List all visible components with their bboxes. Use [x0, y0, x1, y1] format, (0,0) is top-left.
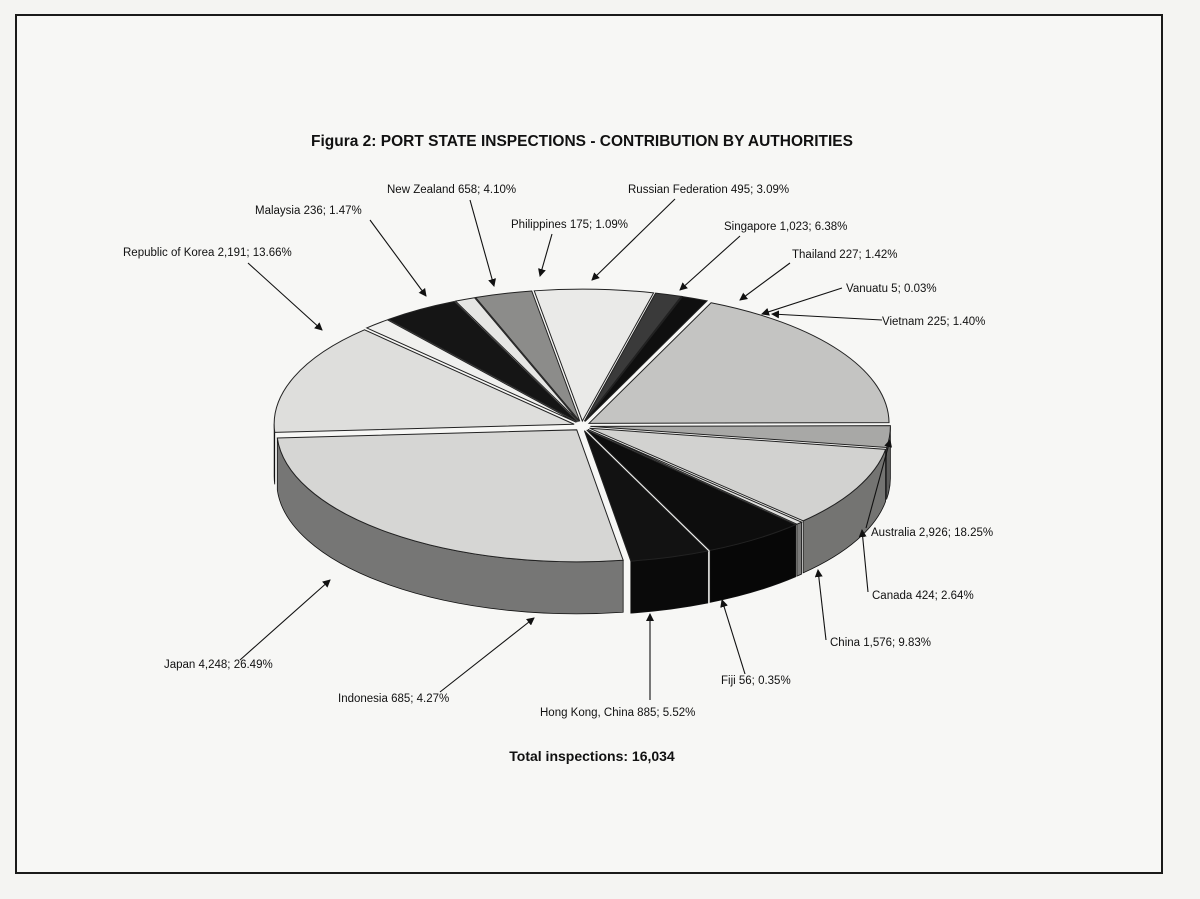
leader-canada — [862, 530, 868, 592]
leader-thailand — [740, 263, 790, 300]
label-new-zealand: New Zealand 658; 4.10% — [387, 184, 517, 196]
leader-japan — [240, 580, 330, 660]
label-indonesia: Indonesia 685; 4.27% — [338, 693, 450, 705]
leader-russian-federation — [592, 199, 675, 280]
chart-title: Figura 2: PORT STATE INSPECTIONS - CONTRIBUTION BY AUTHORITIES — [311, 133, 853, 150]
total-inspections: Total inspections: 16,034 — [509, 748, 675, 764]
label-russian-federation: Russian Federation 495; 3.09% — [628, 184, 790, 196]
label-philippines: Philippines 175; 1.09% — [511, 219, 628, 231]
leader-philippines — [540, 234, 552, 276]
label-vanuatu: Vanuatu 5; 0.03% — [846, 283, 937, 295]
leader-fiji — [722, 600, 745, 674]
leader-vanuatu — [762, 288, 842, 314]
slice-side-republic-of-korea — [274, 424, 275, 484]
label-thailand: Thailand 227; 1.42% — [792, 249, 898, 261]
slice-side-fiji — [797, 522, 802, 576]
label-hong-kong-china: Hong Kong, China 885; 5.52% — [540, 707, 696, 719]
label-republic-of-korea: Republic of Korea 2,191; 13.66% — [123, 247, 292, 259]
leader-vietnam — [772, 314, 882, 320]
leader-republic-of-korea — [248, 263, 322, 330]
label-australia: Australia 2,926; 18.25% — [871, 527, 994, 539]
label-fiji: Fiji 56; 0.35% — [721, 675, 791, 687]
label-vietnam: Vietnam 225; 1.40% — [882, 316, 986, 328]
label-singapore: Singapore 1,023; 6.38% — [724, 221, 848, 233]
leader-singapore — [680, 236, 740, 290]
label-china: China 1,576; 9.83% — [830, 637, 932, 649]
label-canada: Canada 424; 2.64% — [872, 590, 974, 602]
leader-malaysia — [370, 220, 426, 296]
label-japan: Japan 4,248; 26.49% — [164, 659, 273, 671]
pie-top-faces — [274, 289, 890, 562]
leader-indonesia — [440, 618, 534, 692]
leader-china — [818, 570, 826, 640]
leader-new-zealand — [470, 200, 494, 286]
label-malaysia: Malaysia 236; 1.47% — [255, 205, 362, 217]
